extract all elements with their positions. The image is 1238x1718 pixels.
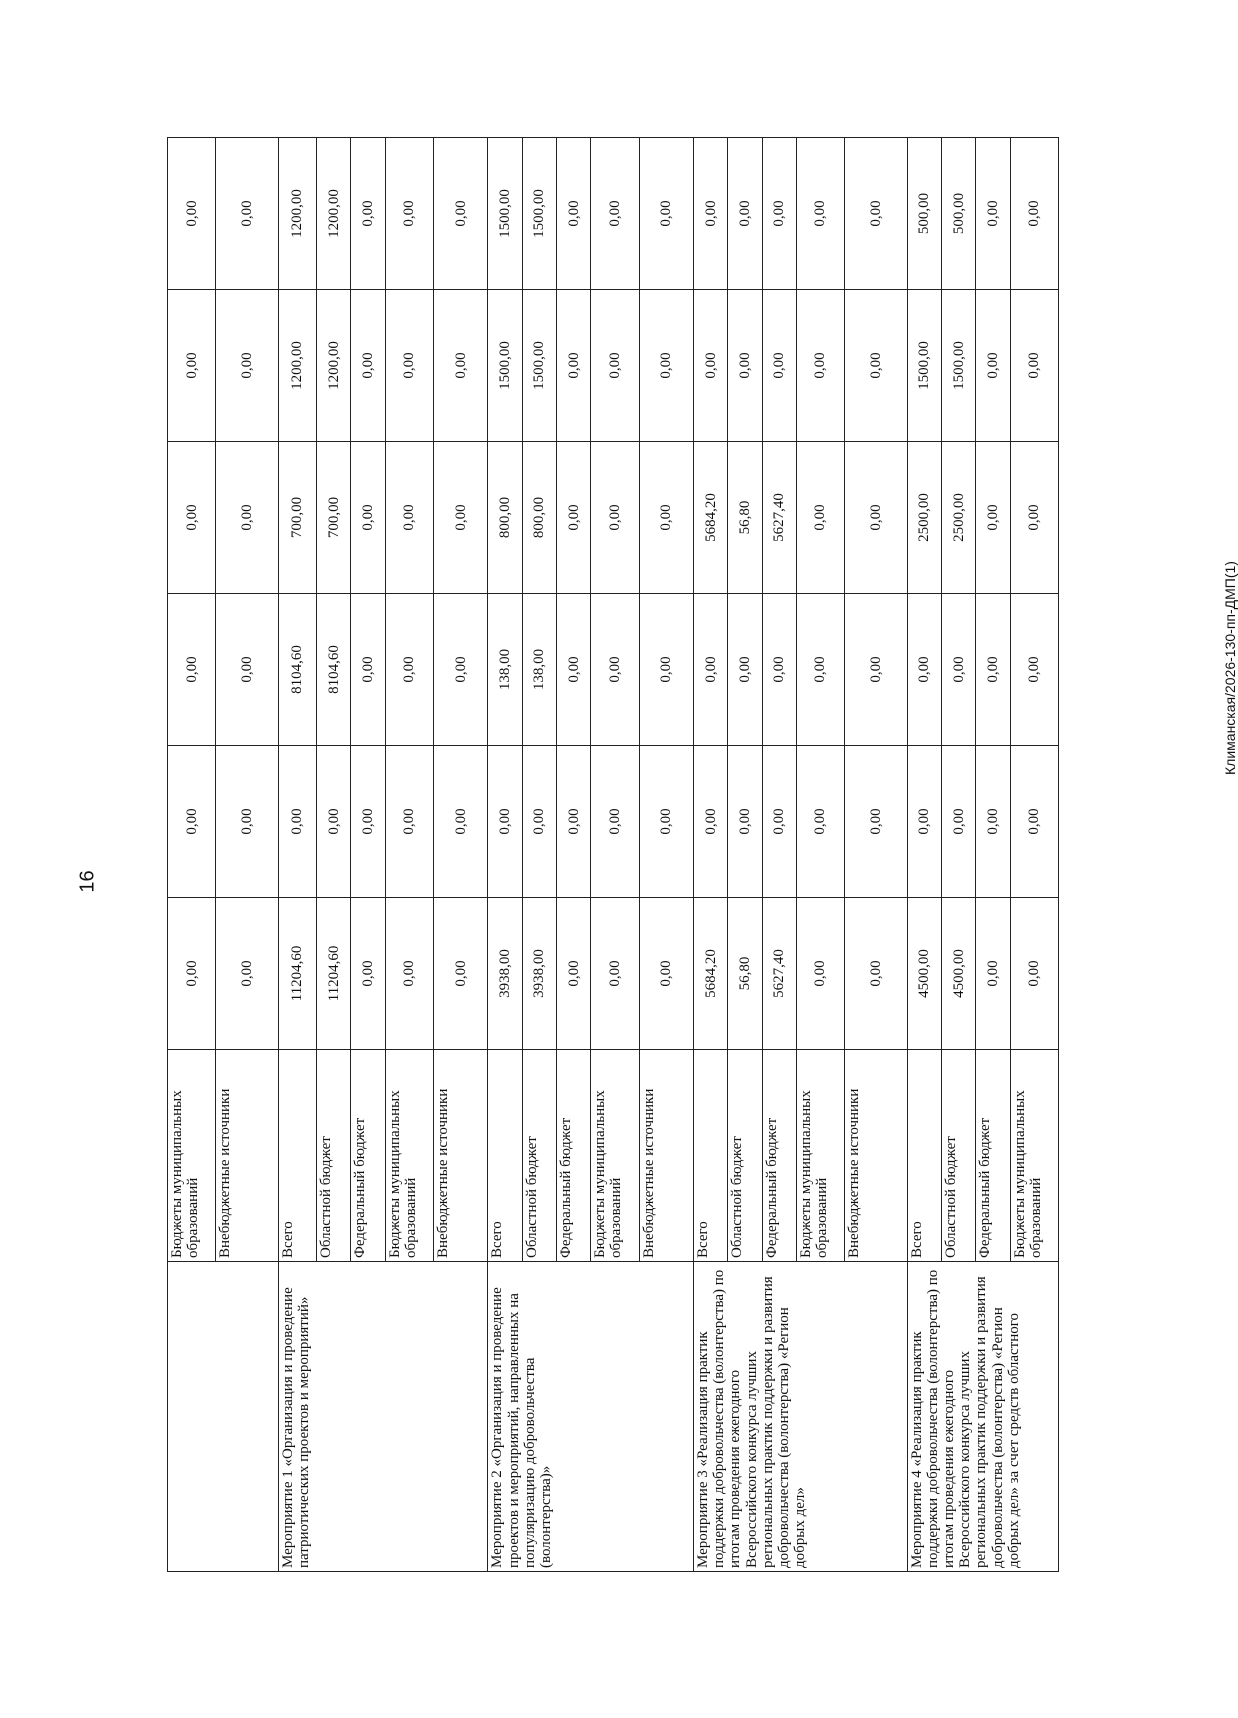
table-row bbox=[907, 138, 941, 1572]
amount-cell: 0,00 bbox=[385, 746, 433, 898]
amount-cell: 0,00 bbox=[168, 594, 216, 746]
amount-cell: 0,00 bbox=[976, 138, 1010, 290]
amount-cell: 0,00 bbox=[845, 898, 907, 1050]
amount-cell: 0,00 bbox=[168, 898, 216, 1050]
amount-cell: 8104,60 bbox=[317, 594, 351, 746]
amount-cell: 0,00 bbox=[1010, 746, 1058, 898]
amount-cell: 0,00 bbox=[845, 138, 907, 290]
amount-cell: 2500,00 bbox=[907, 442, 941, 594]
amount-cell: 0,00 bbox=[434, 442, 488, 594]
funding-source-cell: Бюджеты муниципальных образований bbox=[1010, 1050, 1058, 1262]
event-name-cell: Мероприятие 1 «Организация и проведение патриотических проектов и мероприятий» bbox=[278, 1262, 488, 1572]
amount-cell: 0,00 bbox=[728, 138, 762, 290]
event-name-cell: Мероприятие 2 «Организация и проведение проектов и мероприятий, направленных на популяризацию добровольчества (волонтерства)» bbox=[488, 1262, 694, 1572]
amount-cell: 0,00 bbox=[557, 290, 591, 442]
funding-source-cell: Федеральный бюджет bbox=[976, 1050, 1010, 1262]
amount-cell: 11204,60 bbox=[317, 898, 351, 1050]
amount-cell: 0,00 bbox=[976, 442, 1010, 594]
amount-cell: 0,00 bbox=[796, 138, 844, 290]
amount-cell: 0,00 bbox=[762, 138, 796, 290]
amount-cell: 0,00 bbox=[385, 594, 433, 746]
funding-source-cell: Внебюджетные источники bbox=[845, 1050, 907, 1262]
amount-cell: 1500,00 bbox=[907, 290, 941, 442]
amount-cell: 0,00 bbox=[942, 594, 976, 746]
funding-source-cell: Областной бюджет bbox=[522, 1050, 556, 1262]
amount-cell: 2500,00 bbox=[942, 442, 976, 594]
funding-source-cell: Федеральный бюджет bbox=[762, 1050, 796, 1262]
funding-source-cell: Бюджеты муниципальных образований bbox=[796, 1050, 844, 1262]
amount-cell: 0,00 bbox=[762, 746, 796, 898]
amount-cell: 0,00 bbox=[351, 290, 385, 442]
table-row bbox=[694, 138, 728, 1572]
amount-cell: 0,00 bbox=[728, 290, 762, 442]
amount-cell: 0,00 bbox=[216, 898, 278, 1050]
table-row bbox=[168, 138, 216, 1572]
amount-cell: 500,00 bbox=[942, 138, 976, 290]
amount-cell: 0,00 bbox=[639, 442, 693, 594]
amount-cell: 0,00 bbox=[557, 898, 591, 1050]
amount-cell: 0,00 bbox=[488, 746, 522, 898]
amount-cell: 0,00 bbox=[728, 746, 762, 898]
amount-cell: 0,00 bbox=[351, 746, 385, 898]
amount-cell: 56,80 bbox=[728, 442, 762, 594]
funding-source-cell: Областной бюджет bbox=[728, 1050, 762, 1262]
amount-cell: 0,00 bbox=[845, 290, 907, 442]
table-row bbox=[488, 138, 522, 1572]
amount-cell: 1500,00 bbox=[522, 290, 556, 442]
amount-cell: 0,00 bbox=[591, 290, 639, 442]
amount-cell: 11204,60 bbox=[278, 898, 316, 1050]
amount-cell: 0,00 bbox=[942, 746, 976, 898]
amount-cell: 0,00 bbox=[216, 594, 278, 746]
amount-cell: 0,00 bbox=[1010, 442, 1058, 594]
amount-cell: 3938,00 bbox=[488, 898, 522, 1050]
amount-cell: 500,00 bbox=[907, 138, 941, 290]
amount-cell: 0,00 bbox=[317, 746, 351, 898]
amount-cell: 5627,40 bbox=[762, 898, 796, 1050]
amount-cell: 0,00 bbox=[639, 898, 693, 1050]
amount-cell: 0,00 bbox=[907, 746, 941, 898]
amount-cell: 0,00 bbox=[639, 138, 693, 290]
funding-table bbox=[167, 137, 1059, 1572]
amount-cell: 0,00 bbox=[216, 138, 278, 290]
amount-cell: 1500,00 bbox=[942, 290, 976, 442]
amount-cell: 0,00 bbox=[168, 290, 216, 442]
amount-cell: 0,00 bbox=[434, 746, 488, 898]
amount-cell: 0,00 bbox=[351, 898, 385, 1050]
funding-source-cell: Областной бюджет bbox=[317, 1050, 351, 1262]
event-name-cell: Мероприятие 4 «Реализация практик поддержки добровольчества (волонтерства) по итогам проведения ежегодного Всероссийского конкурса лучших региональных практик поддержки и развития добровольчества (волонтерства) «Регион добрых дел» за счет средств областного bbox=[907, 1262, 1058, 1572]
document-reference: Климанская/2026-130-пп-ДМП(1) bbox=[1222, 561, 1238, 775]
amount-cell: 1200,00 bbox=[278, 290, 316, 442]
amount-cell: 8104,60 bbox=[278, 594, 316, 746]
funding-source-cell: Бюджеты муниципальных образований bbox=[168, 1050, 216, 1262]
amount-cell: 0,00 bbox=[591, 138, 639, 290]
funding-source-cell: Всего bbox=[694, 1050, 728, 1262]
amount-cell: 0,00 bbox=[639, 746, 693, 898]
amount-cell: 0,00 bbox=[522, 746, 556, 898]
amount-cell: 138,00 bbox=[488, 594, 522, 746]
amount-cell: 0,00 bbox=[278, 746, 316, 898]
amount-cell: 0,00 bbox=[434, 898, 488, 1050]
rotated-table-wrapper bbox=[167, 137, 1059, 1572]
amount-cell: 0,00 bbox=[557, 442, 591, 594]
amount-cell: 5684,20 bbox=[694, 442, 728, 594]
amount-cell: 138,00 bbox=[522, 594, 556, 746]
amount-cell: 0,00 bbox=[762, 594, 796, 746]
amount-cell: 0,00 bbox=[434, 138, 488, 290]
amount-cell: 0,00 bbox=[907, 594, 941, 746]
amount-cell: 0,00 bbox=[694, 290, 728, 442]
funding-source-cell: Внебюджетные источники bbox=[639, 1050, 693, 1262]
amount-cell: 3938,00 bbox=[522, 898, 556, 1050]
amount-cell: 0,00 bbox=[351, 442, 385, 594]
funding-source-cell: Внебюджетные источники bbox=[216, 1050, 278, 1262]
event-name-cell bbox=[168, 1262, 279, 1572]
funding-source-cell: Внебюджетные источники bbox=[434, 1050, 488, 1262]
amount-cell: 800,00 bbox=[522, 442, 556, 594]
funding-source-cell: Всего bbox=[907, 1050, 941, 1262]
amount-cell: 0,00 bbox=[591, 746, 639, 898]
amount-cell: 0,00 bbox=[385, 290, 433, 442]
amount-cell: 1200,00 bbox=[317, 138, 351, 290]
amount-cell: 0,00 bbox=[434, 594, 488, 746]
amount-cell: 5684,20 bbox=[694, 898, 728, 1050]
amount-cell: 0,00 bbox=[1010, 898, 1058, 1050]
funding-source-cell: Бюджеты муниципальных образований bbox=[591, 1050, 639, 1262]
amount-cell: 4500,00 bbox=[907, 898, 941, 1050]
amount-cell: 0,00 bbox=[762, 290, 796, 442]
event-name-cell: Мероприятие 3 «Реализация практик поддержки добровольчества (волонтерства) по итогам проведения ежегодного Всероссийского конкурса лучших региональных практик поддержки и развития добровольчества (волонтерства) «Регион добрых дел» bbox=[694, 1262, 908, 1572]
amount-cell: 700,00 bbox=[317, 442, 351, 594]
amount-cell: 0,00 bbox=[845, 442, 907, 594]
amount-cell: 1500,00 bbox=[488, 138, 522, 290]
amount-cell: 1500,00 bbox=[488, 290, 522, 442]
amount-cell: 0,00 bbox=[557, 594, 591, 746]
amount-cell: 0,00 bbox=[168, 746, 216, 898]
amount-cell: 5627,40 bbox=[762, 442, 796, 594]
funding-source-cell: Бюджеты муниципальных образований bbox=[385, 1050, 433, 1262]
funding-source-cell: Всего bbox=[278, 1050, 316, 1262]
amount-cell: 0,00 bbox=[1010, 290, 1058, 442]
amount-cell: 0,00 bbox=[216, 290, 278, 442]
amount-cell: 0,00 bbox=[694, 594, 728, 746]
amount-cell: 0,00 bbox=[976, 746, 1010, 898]
amount-cell: 700,00 bbox=[278, 442, 316, 594]
amount-cell: 0,00 bbox=[976, 290, 1010, 442]
funding-source-cell: Всего bbox=[488, 1050, 522, 1262]
funding-source-cell: Федеральный бюджет bbox=[557, 1050, 591, 1262]
amount-cell: 0,00 bbox=[351, 138, 385, 290]
table-row bbox=[278, 138, 316, 1572]
amount-cell: 0,00 bbox=[168, 138, 216, 290]
funding-source-cell: Областной бюджет bbox=[942, 1050, 976, 1262]
amount-cell: 0,00 bbox=[694, 746, 728, 898]
amount-cell: 0,00 bbox=[385, 898, 433, 1050]
amount-cell: 0,00 bbox=[351, 594, 385, 746]
funding-source-cell: Федеральный бюджет bbox=[351, 1050, 385, 1262]
amount-cell: 0,00 bbox=[434, 290, 488, 442]
amount-cell: 0,00 bbox=[796, 290, 844, 442]
amount-cell: 0,00 bbox=[976, 898, 1010, 1050]
amount-cell: 1200,00 bbox=[317, 290, 351, 442]
page-number: 16 bbox=[76, 870, 99, 893]
amount-cell: 1500,00 bbox=[522, 138, 556, 290]
amount-cell: 0,00 bbox=[845, 746, 907, 898]
amount-cell: 0,00 bbox=[216, 442, 278, 594]
amount-cell: 0,00 bbox=[557, 746, 591, 898]
amount-cell: 0,00 bbox=[216, 746, 278, 898]
amount-cell: 0,00 bbox=[557, 138, 591, 290]
amount-cell: 0,00 bbox=[385, 138, 433, 290]
amount-cell: 0,00 bbox=[694, 138, 728, 290]
amount-cell: 0,00 bbox=[796, 594, 844, 746]
amount-cell: 0,00 bbox=[168, 442, 216, 594]
amount-cell: 1200,00 bbox=[278, 138, 316, 290]
amount-cell: 0,00 bbox=[796, 746, 844, 898]
amount-cell: 0,00 bbox=[1010, 594, 1058, 746]
amount-cell: 0,00 bbox=[1010, 138, 1058, 290]
amount-cell: 0,00 bbox=[639, 594, 693, 746]
amount-cell: 0,00 bbox=[796, 898, 844, 1050]
amount-cell: 800,00 bbox=[488, 442, 522, 594]
amount-cell: 0,00 bbox=[796, 442, 844, 594]
amount-cell: 0,00 bbox=[976, 594, 1010, 746]
amount-cell: 0,00 bbox=[385, 442, 433, 594]
amount-cell: 56,80 bbox=[728, 898, 762, 1050]
amount-cell: 0,00 bbox=[728, 594, 762, 746]
amount-cell: 0,00 bbox=[591, 442, 639, 594]
amount-cell: 0,00 bbox=[591, 898, 639, 1050]
amount-cell: 0,00 bbox=[845, 594, 907, 746]
amount-cell: 4500,00 bbox=[942, 898, 976, 1050]
amount-cell: 0,00 bbox=[591, 594, 639, 746]
amount-cell: 0,00 bbox=[639, 290, 693, 442]
